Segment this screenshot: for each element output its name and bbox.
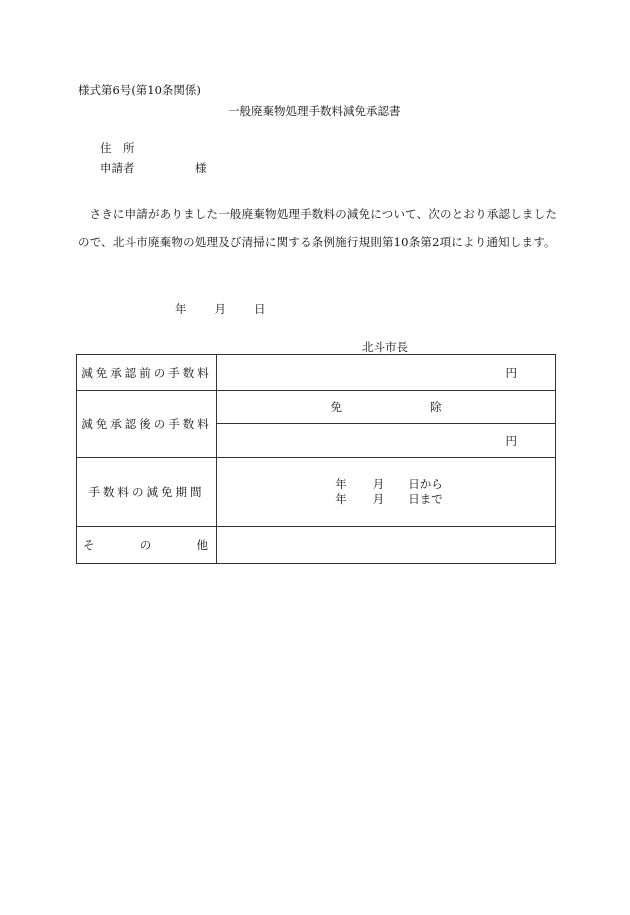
label-period: 手数料の減免期間: [77, 458, 217, 527]
table-row-after-top: [77, 391, 556, 424]
document-title: 一般廃棄物処理手数料減免承認書: [228, 104, 401, 118]
applicant-label: 申請者: [100, 161, 135, 175]
yen-unit-before: 円: [505, 365, 517, 380]
value-other: [217, 527, 556, 564]
value-exemption: [217, 391, 556, 424]
value-fee-before: [217, 355, 556, 391]
label-fee-after: 減免承認後の手数料: [77, 391, 217, 458]
value-fee-after: [217, 424, 556, 458]
period-from: 年 月 日から: [335, 477, 443, 491]
address-label: 住 所: [100, 141, 135, 155]
table-row-other: [77, 527, 556, 564]
body-text: さきに申請がありました一般廃棄物処理手数料の減免について、次のとおり承認しましたので、北斗市廃棄物の処理及び清掃に関する条例施行規則第10条第2項により通知します。: [78, 207, 558, 249]
date-day-label: 日: [254, 302, 266, 316]
issuer-name: 北斗市長: [362, 340, 408, 354]
date-month-label: 月: [214, 302, 226, 316]
date-line: [175, 301, 266, 317]
menjo-char-1: 免: [330, 400, 342, 414]
label-other: そ の 他: [77, 527, 217, 564]
label-fee-before: 減免承認前の手数料: [77, 355, 217, 391]
form-number: 様式第6号(第10条関係): [78, 83, 201, 97]
honorific-label: 様: [195, 161, 207, 175]
table-row-period: [77, 458, 556, 527]
fee-table: [76, 354, 556, 564]
date-year-label: 年: [175, 302, 187, 316]
period-to: 年 月 日まで: [335, 492, 443, 506]
yen-unit-after: 円: [505, 433, 517, 448]
menjo-char-2: 除: [430, 400, 442, 414]
value-period: [217, 458, 556, 527]
table-row-before: [77, 355, 556, 391]
